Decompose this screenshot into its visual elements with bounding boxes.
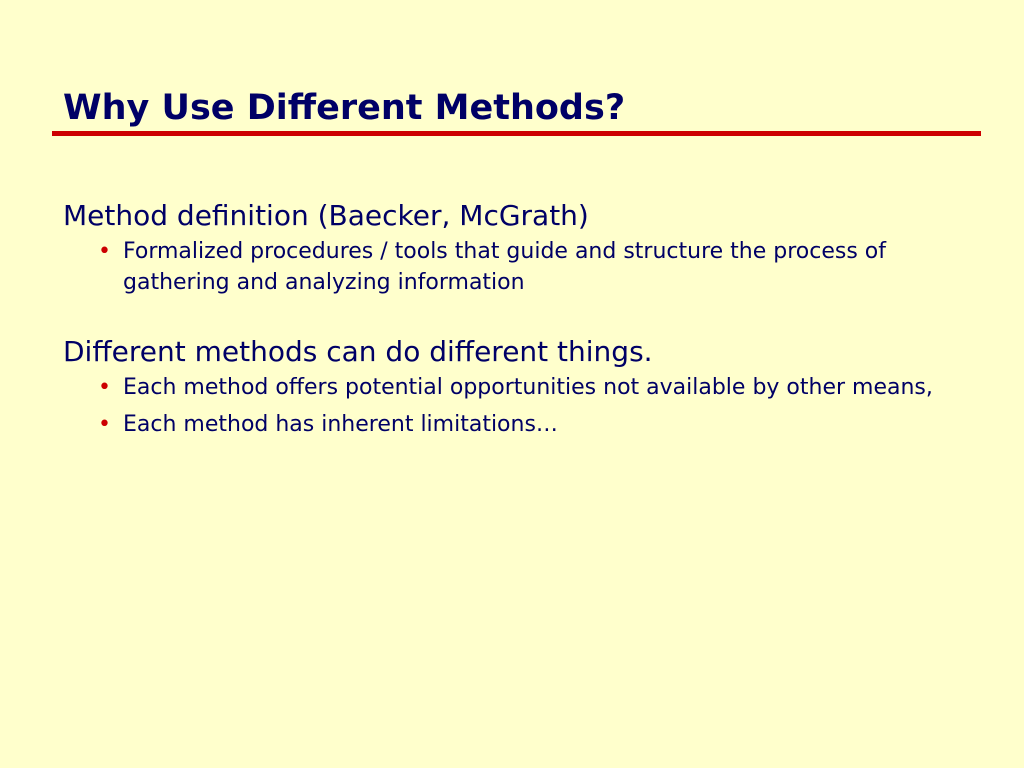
bullet-list [63,372,988,440]
bullet-list [63,236,988,298]
bullet-icon: • [98,375,111,400]
slide-content [63,196,988,446]
bullet-text: Each method has inherent limitations… [123,412,558,437]
section-heading: Different methods can do different things. [63,335,653,368]
bullet-text: Each method offers potential opportunities not available by other means, [123,375,933,400]
bullet-icon: • [98,412,111,437]
section-method-definition [63,196,988,298]
bullet-text: Formalized procedures / tools that guide and structure the process of gathering and analyzing information [123,239,886,295]
bullet-icon: • [98,239,111,264]
slide-title: Why Use Different Methods? [63,88,626,128]
bullet-item [63,409,988,440]
section-different-methods [63,332,988,440]
bullet-item [63,372,988,403]
bullet-item [63,236,988,298]
title-underline [52,131,981,136]
section-spacer [63,304,988,332]
section-heading: Method definition (Baecker, McGrath) [63,199,589,232]
